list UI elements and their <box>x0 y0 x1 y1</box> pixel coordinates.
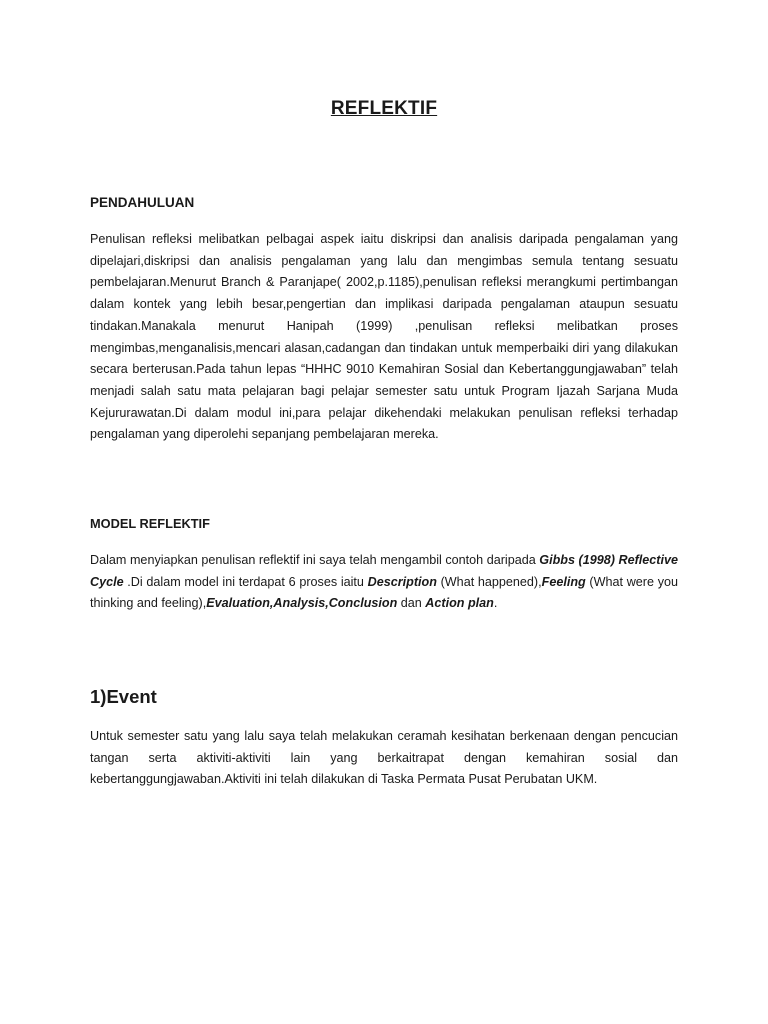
emphasis-stages: Evaluation,Analysis,Conclusion <box>206 596 398 611</box>
text-segment: . <box>493 596 498 611</box>
text-segment: .Di dalam model ini terdapat 6 proses iaitu <box>123 574 368 589</box>
section-heading-event: 1)Event <box>90 686 157 707</box>
text-segment: dan <box>397 596 426 611</box>
text-segment: (What happened), <box>436 574 542 589</box>
section-heading-pendahuluan: PENDAHULUAN <box>90 195 195 210</box>
model-paragraph <box>90 550 678 615</box>
event-paragraph: Untuk semester satu yang lalu saya telah melakukan ceramah kesihatan berkenaan dengan pencucian tangan serta aktiviti-aktiviti lain yang berkaitrapat dengan kemahiran sosial dan kebertanggungjawaban.Aktiviti ini telah dilakukan di Taska Permata Pusat Perubatan UKM. <box>90 729 678 787</box>
emphasis-action-plan: Action plan <box>425 596 494 611</box>
document-title: REFLEKTIF <box>330 98 438 119</box>
intro-paragraph: Penulisan refleksi melibatkan pelbagai aspek iaitu diskripsi dan analisis daripada pengalaman yang dipelajari,diskripsi dan analisis pengalaman yang lalu dan mengimbas semula tentang sesuatu pembelajaran.Menurut Branch & Paranjape( 2002,p.1185),penulisan refleksi merangkumi pertimbangan dalam kontek yang lebih besar,pengertian dan implikasi daripada pengalaman ataupun sesuatu tindakan.Manakala menurut Hanipah (1999) ,penulisan refleksi melibatkan proses mengimbas,menganalisis,mencari alasan,cadangan dan tindakan untuk memperbaiki diri yang dilakukan secara berterusan.Pada tahun lepas “HHHC 9010 Kemahiran Sosial dan Kebertanggungjawaban” telah menjadi salah satu mata pelajaran bagi pelajar semester satu untuk Program Ijazah Sarjana Muda Kejururawatan.Di dalam modul ini,para pelajar dikehendaki melakukan penulisan refleksi terhadap pengalaman yang diperolehi sepanjang pembelajaran mereka. <box>90 232 678 442</box>
emphasis-feeling: Feeling <box>541 574 586 589</box>
emphasis-gibbs: Gibbs (1998) Reflective Cycle <box>90 553 678 589</box>
text-segment: Dalam menyiapkan penulisan reflektif ini saya telah mengambil contoh daripada <box>90 553 540 567</box>
section-heading-model-reflektif: MODEL REFLEKTIF <box>90 516 210 531</box>
emphasis-description: Description <box>367 574 437 589</box>
text-segment: (What were you thinking and feeling), <box>90 574 679 611</box>
